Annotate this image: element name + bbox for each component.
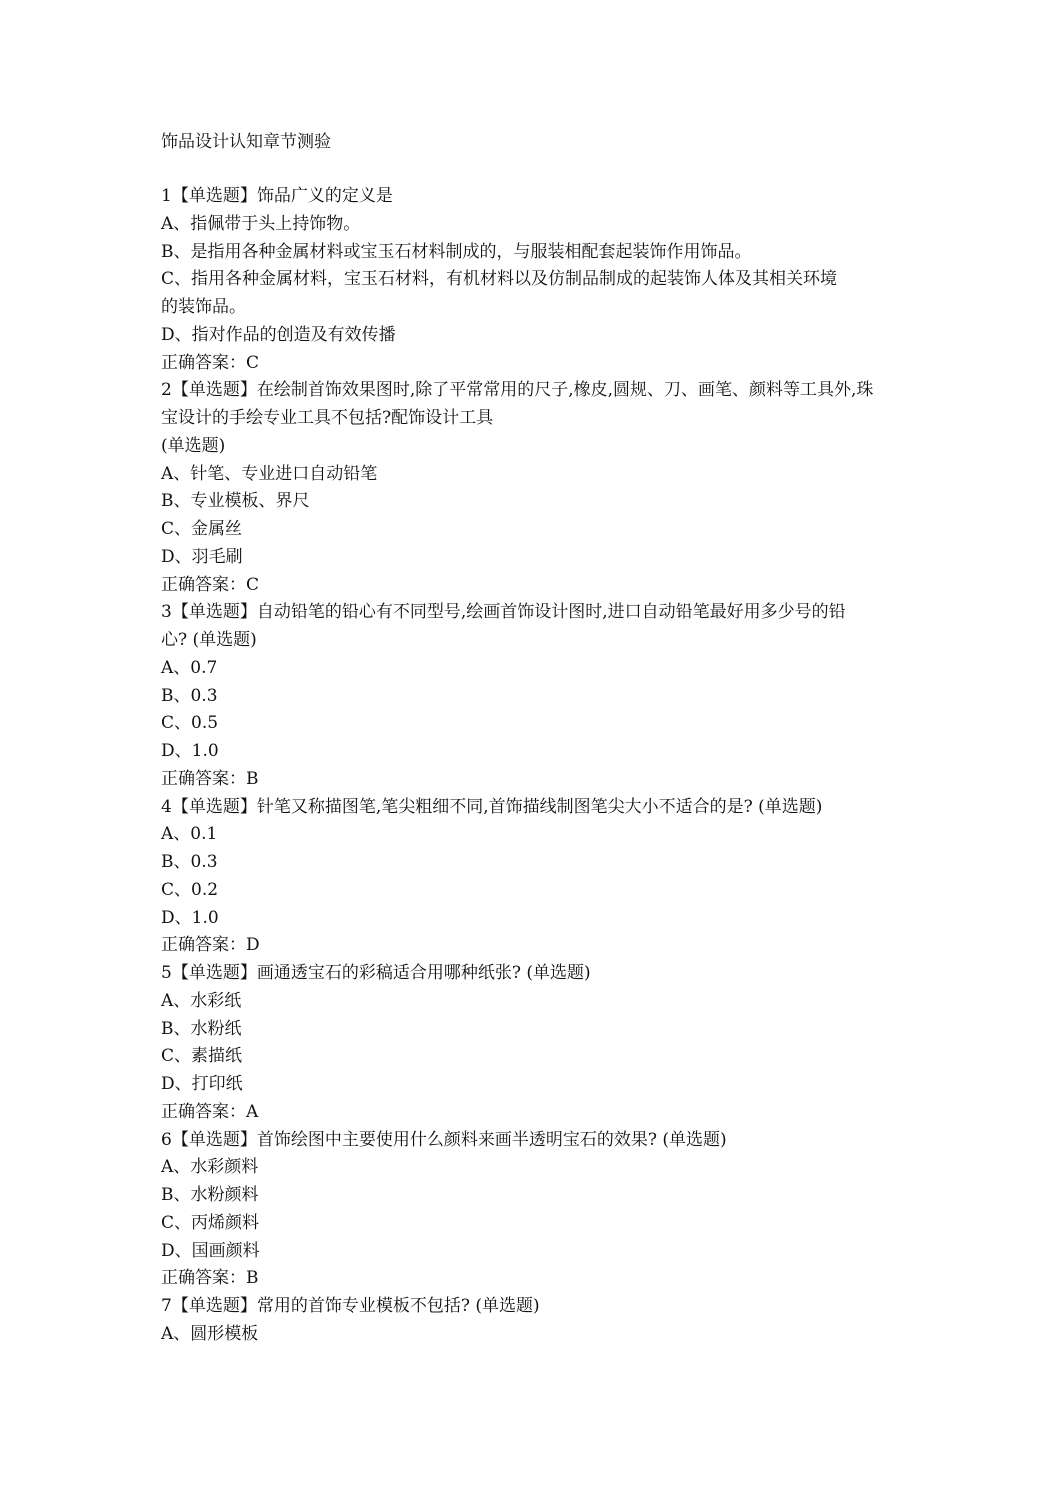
question-7	[161, 1293, 901, 1349]
question-4-text: 4【单选题】针笔又称描图笔,笔尖粗细不同,首饰描线制图笔尖大小不适合的是? (单选题)	[161, 796, 823, 817]
question-4-option-a: A、0.1	[161, 824, 218, 845]
question-1-text: 1【单选题】饰品广义的定义是	[161, 186, 393, 206]
question-1	[161, 183, 901, 377]
question-2-answer: 正确答案：C	[161, 574, 260, 595]
question-2-option-d: D、羽毛刷	[161, 546, 243, 567]
question-6-text: 6【单选题】首饰绘图中主要使用什么颜料来画半透明宝石的效果? (单选题)	[161, 1129, 727, 1150]
question-3	[161, 599, 901, 793]
question-3-text-continued: 心? (单选题)	[161, 630, 257, 650]
question-1-answer: 正确答案：C	[161, 352, 260, 373]
question-2-text-continued: 宝设计的手绘专业工具不包括?配饰设计工具	[161, 408, 494, 428]
question-2-option-c: C、金属丝	[161, 519, 243, 539]
question-3-text: 3【单选题】自动铅笔的铅心有不同型号,绘画首饰设计图时,进口自动铅笔最好用多少号的铅	[161, 602, 846, 623]
question-7-text: 7【单选题】常用的首饰专业模板不包括? (单选题)	[161, 1296, 540, 1316]
question-7-option-a: A、圆形模板	[161, 1323, 259, 1344]
question-4-answer: 正确答案：D	[161, 935, 260, 956]
question-6-option-b: B、水粉颜料	[161, 1185, 259, 1205]
question-5-text: 5【单选题】画通透宝石的彩稿适合用哪种纸张? (单选题)	[161, 963, 591, 983]
question-4-option-b: B、0.3	[161, 852, 218, 872]
question-6	[161, 1127, 901, 1294]
question-3-option-c: C、0.5	[161, 713, 219, 734]
quiz-content	[161, 183, 901, 1349]
question-2-option-a: A、针笔、专业进口自动铅笔	[161, 463, 378, 484]
question-1-option-d: D、指对作品的创造及有效传播	[161, 324, 396, 345]
question-6-option-d: D、国画颜料	[161, 1240, 260, 1261]
question-1-option-c: C、指用各种金属材料，宝玉石材料，有机材料以及仿制品制成的起装饰人体及其相关环境	[161, 269, 838, 290]
question-1-option-c-continued: 的装饰品。	[161, 297, 246, 317]
question-2-text: 2【单选题】在绘制首饰效果图时,除了平常常用的尺子,橡皮,圆规、刀、画笔、颜料等工具外,珠	[161, 380, 874, 401]
document-title: 饰品设计认知章节测验	[161, 132, 331, 152]
question-4-option-d: D、1.0	[161, 907, 219, 928]
question-2	[161, 377, 901, 599]
question-5-option-a: A、水彩纸	[161, 990, 242, 1011]
question-5-option-b: B、水粉纸	[161, 1018, 242, 1039]
question-1-option-b: B、是指用各种金属材料或宝玉石材料制成的，与服装相配套起装饰作用饰品。	[161, 241, 752, 262]
question-6-option-a: A、水彩颜料	[161, 1157, 259, 1178]
question-5-option-d: D、打印纸	[161, 1074, 243, 1094]
question-3-answer: 正确答案：B	[161, 768, 259, 789]
question-1-option-a: A、指佩带于头上持饰物。	[161, 213, 361, 234]
question-4	[161, 794, 901, 961]
question-3-option-b: B、0.3	[161, 685, 218, 706]
question-5-answer: 正确答案：A	[161, 1101, 259, 1122]
question-2-option-b: B、专业模板、界尺	[161, 491, 310, 512]
question-5	[161, 960, 901, 1127]
question-2-type: (单选题)	[161, 435, 226, 456]
question-4-option-c: C、0.2	[161, 879, 219, 900]
question-6-option-c: C、丙烯颜料	[161, 1212, 260, 1233]
question-3-option-a: A、0.7	[161, 657, 218, 678]
question-5-option-c: C、素描纸	[161, 1046, 243, 1067]
question-6-answer: 正确答案：B	[161, 1268, 259, 1289]
question-3-option-d: D、1.0	[161, 741, 219, 761]
